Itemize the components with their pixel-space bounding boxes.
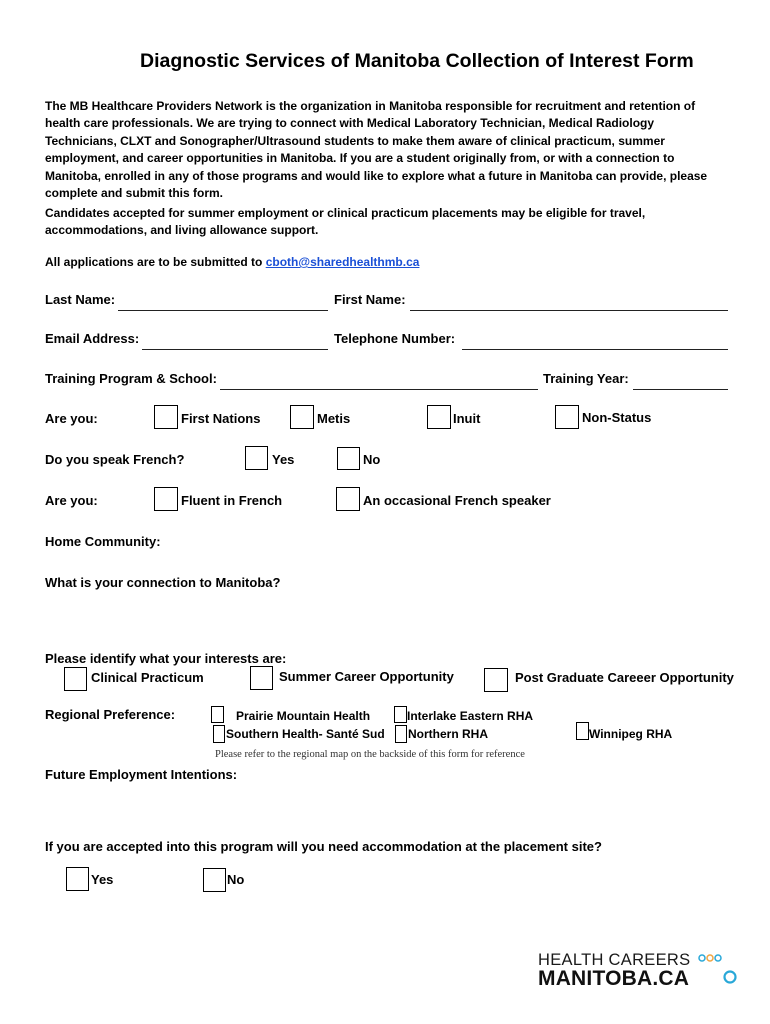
- northern-label: Northern RHA: [408, 727, 488, 741]
- identity-label: Are you:: [45, 411, 98, 426]
- southern-health-checkbox[interactable]: [213, 725, 225, 743]
- speak-french-label: Do you speak French?: [45, 452, 185, 467]
- fluent-checkbox[interactable]: [154, 487, 178, 511]
- fluent-label: Fluent in French: [181, 493, 283, 508]
- accommodation-no-checkbox[interactable]: [203, 868, 226, 892]
- clinical-practicum-label: Clinical Practicum: [91, 670, 204, 685]
- submission-prefix: All applications are to be submitted to: [45, 255, 266, 269]
- clinical-practicum-checkbox[interactable]: [64, 667, 87, 691]
- summer-career-checkbox[interactable]: [250, 666, 273, 690]
- inuit-label: Inuit: [453, 411, 481, 426]
- prairie-mountain-label: Prairie Mountain Health: [236, 709, 371, 723]
- fluency-label: Are you:: [45, 493, 98, 508]
- telephone-field[interactable]: [462, 349, 728, 350]
- training-year-field[interactable]: [633, 389, 728, 390]
- page-title: Diagnostic Services of Manitoba Collection of Interest Form: [140, 50, 694, 72]
- logo-health-careers: HEALTH CAREERS: [538, 951, 691, 969]
- interests-label: Please identify what your interests are:: [45, 651, 287, 666]
- non-status-label: Non-Status: [582, 410, 652, 425]
- logo-circle-4: [725, 972, 736, 983]
- logo-manitoba: MANITOBA.CA: [538, 967, 690, 990]
- interlake-eastern-checkbox[interactable]: [394, 706, 407, 723]
- winnipeg-checkbox[interactable]: [576, 722, 589, 740]
- submission-email-link[interactable]: cboth@sharedhealthmb.ca: [265, 255, 420, 269]
- connection-label: What is your connection to Manitoba?: [45, 575, 281, 590]
- first-nations-checkbox[interactable]: [154, 405, 178, 429]
- inuit-checkbox[interactable]: [427, 405, 451, 429]
- regional-label: Regional Preference:: [45, 707, 176, 722]
- interlake-eastern-label: Interlake Eastern RHA: [407, 709, 534, 723]
- first-nations-label: First Nations: [181, 411, 261, 426]
- accommodation-yes-label: Yes: [91, 872, 114, 887]
- occasional-checkbox[interactable]: [336, 487, 360, 511]
- logo-circles-icon: [698, 952, 738, 988]
- telephone-label: Telephone Number:: [334, 331, 456, 346]
- southern-health-label: Southern Health- Santé Sud: [226, 727, 385, 741]
- metis-label: Metis: [317, 411, 351, 426]
- french-yes-label: Yes: [272, 452, 295, 467]
- winnipeg-label: Winnipeg RHA: [589, 727, 673, 741]
- logo-circle-2: [707, 955, 713, 961]
- french-no-checkbox[interactable]: [337, 447, 360, 470]
- logo-circle-3: [715, 955, 721, 961]
- email-label: Email Address:: [45, 331, 140, 346]
- intro-paragraph: The MB Healthcare Providers Network is the organization in Manitoba responsible for recruitment and retention of health care professionals. We are trying to connect with Medical Laboratory Technician, Medical Radiology Technicians, CLXT and Sonographer/Ultrasound students to make them aware of clinical practicum, summer employment, and career opportunities in Manitoba. If you are a student originally from, or with a connection to Manitoba, enrolled in any of those programs and would like to explore what a future in Manitoba can provide, please complete and submit this form.: [45, 99, 708, 201]
- submission-line: [45, 255, 419, 269]
- eligibility-paragraph: Candidates accepted for summer employment or clinical practicum placements may be eligible for travel, accommodations, and living allowance support.: [45, 206, 646, 238]
- email-field[interactable]: [142, 349, 328, 350]
- northern-checkbox[interactable]: [395, 725, 407, 743]
- occasional-label: An occasional French speaker: [363, 493, 551, 508]
- future-employment-label: Future Employment Intentions:: [45, 767, 238, 782]
- first-name-field[interactable]: [410, 310, 728, 311]
- training-year-label: Training Year:: [543, 371, 629, 386]
- post-graduate-checkbox[interactable]: [484, 668, 508, 692]
- regional-map-note: Please refer to the regional map on the backside of this form for reference: [215, 749, 525, 760]
- accommodation-question: If you are accepted into this program will you need accommodation at the placement site?: [45, 839, 602, 854]
- last-name-label: Last Name:: [45, 292, 116, 307]
- training-program-label: Training Program & School:: [45, 371, 217, 386]
- logo-circle-1: [699, 955, 705, 961]
- french-no-label: No: [363, 452, 381, 467]
- non-status-checkbox[interactable]: [555, 405, 579, 429]
- post-graduate-label: Post Graduate Careeer Opportunity: [515, 670, 734, 685]
- accommodation-yes-checkbox[interactable]: [66, 867, 89, 891]
- home-community-label: Home Community:: [45, 534, 161, 549]
- metis-checkbox[interactable]: [290, 405, 314, 429]
- prairie-mountain-checkbox[interactable]: [211, 706, 224, 723]
- last-name-field[interactable]: [118, 310, 328, 311]
- training-program-field[interactable]: [220, 389, 538, 390]
- summer-career-label: Summer Career Opportunity: [279, 669, 454, 684]
- first-name-label: First Name:: [334, 292, 406, 307]
- french-yes-checkbox[interactable]: [245, 446, 268, 470]
- accommodation-no-label: No: [227, 872, 245, 887]
